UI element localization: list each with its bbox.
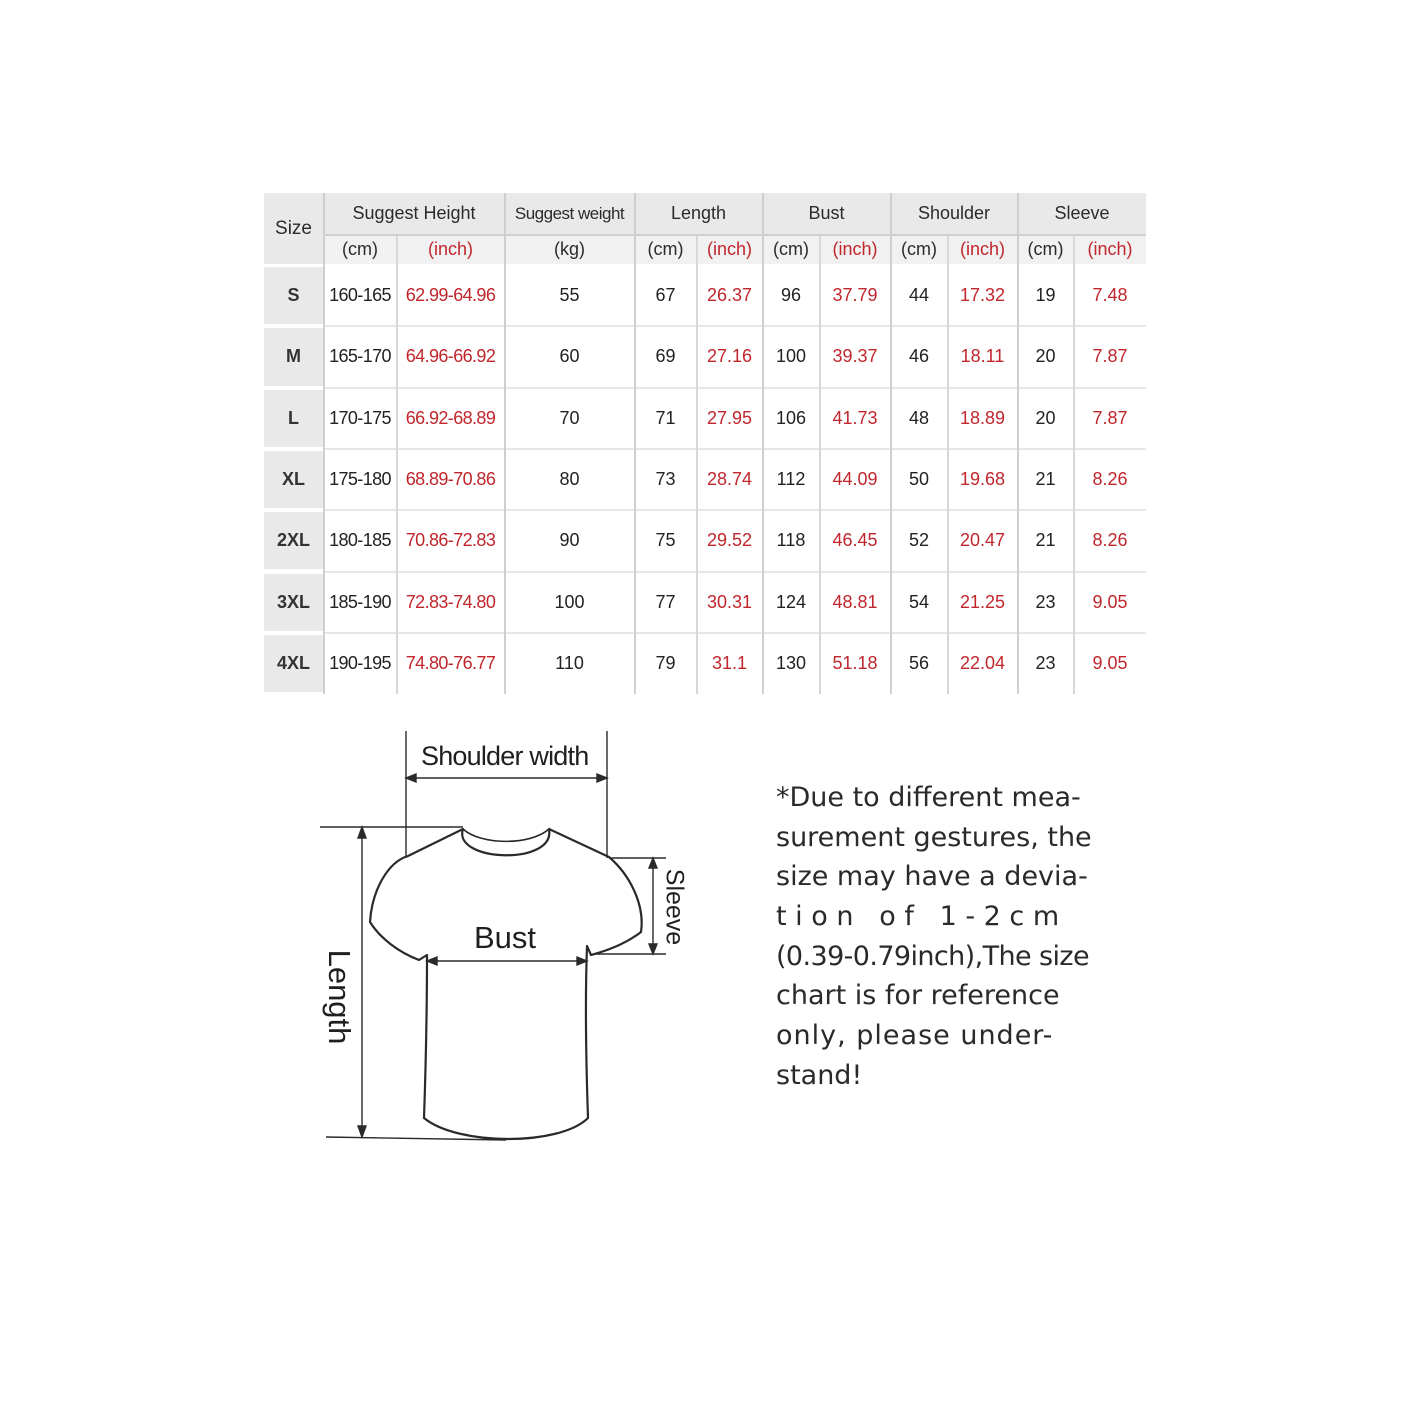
table-cell xyxy=(324,449,396,510)
table-cell-value: 21.25 xyxy=(959,591,1006,612)
table-cell xyxy=(948,265,1017,326)
header-group-shoulder xyxy=(891,193,1017,234)
table-cell-value: 7.87 xyxy=(1092,346,1128,367)
table-cell xyxy=(635,449,696,510)
table-cell xyxy=(820,449,890,510)
sleeve-label: Sleeve xyxy=(660,868,689,946)
table-cell xyxy=(763,265,819,326)
note-line: t i o n o f 1 - 2 c m xyxy=(776,901,1060,933)
table-cell-value: 20 xyxy=(1035,407,1056,428)
size-chart-table xyxy=(264,193,1146,694)
table-cell xyxy=(505,633,634,694)
table-cell xyxy=(1074,510,1146,571)
table-cell xyxy=(1074,633,1146,694)
header-group-label: Bust xyxy=(808,203,845,223)
unit-label: (inch) xyxy=(706,239,752,259)
table-cell-value: 44 xyxy=(908,285,930,306)
table-cell-value: 64.96-66.92 xyxy=(405,346,496,367)
table-cell xyxy=(891,510,947,571)
table-cell-value: 30.31 xyxy=(706,591,753,612)
table-cell xyxy=(324,388,396,449)
table-cell xyxy=(948,633,1017,694)
size-label-cell xyxy=(264,451,323,508)
table-cell xyxy=(397,572,504,633)
unit-label: (cm) xyxy=(901,239,937,259)
table-cell xyxy=(891,633,947,694)
table-cell-value: 8.26 xyxy=(1092,469,1128,490)
table-cell xyxy=(763,633,819,694)
table-cell-value: 74.80-76.77 xyxy=(405,652,496,673)
unit-label: (kg) xyxy=(554,239,585,259)
table-cell xyxy=(948,388,1017,449)
table-cell xyxy=(1018,388,1073,449)
size-label-cell xyxy=(264,328,323,385)
column-divider xyxy=(947,235,949,694)
unit-cell xyxy=(891,235,947,264)
table-cell-value: 66.92-68.89 xyxy=(405,407,496,428)
table-cell-value: 75 xyxy=(655,530,676,551)
note-line: stand! xyxy=(776,1059,863,1091)
table-cell-value: 37.79 xyxy=(832,285,878,306)
table-cell-value: 44.09 xyxy=(832,469,878,490)
length-label: Length xyxy=(322,949,357,1045)
table-cell-value: 28.74 xyxy=(706,469,753,490)
unit-label: (inch) xyxy=(832,239,878,259)
size-label-cell xyxy=(264,574,323,631)
unit-cell xyxy=(948,235,1017,264)
table-cell xyxy=(891,326,947,387)
table-cell xyxy=(505,572,634,633)
table-cell xyxy=(1074,388,1146,449)
table-cell xyxy=(697,449,762,510)
unit-label: (cm) xyxy=(647,239,684,259)
header-group-label: Shoulder xyxy=(917,203,991,223)
table-cell xyxy=(820,510,890,571)
unit-cell xyxy=(505,235,634,264)
table-cell xyxy=(948,510,1017,571)
header-divider xyxy=(324,234,1146,236)
table-cell xyxy=(1074,449,1146,510)
note-line: only, please under- xyxy=(776,1020,1054,1052)
header-group-sleeve xyxy=(1018,193,1146,234)
table-cell xyxy=(697,572,762,633)
table-cell-value: 118 xyxy=(776,530,806,551)
tshirt-outline xyxy=(370,829,642,1139)
size-label-cell xyxy=(264,267,323,324)
table-cell-value: 67 xyxy=(655,285,676,306)
table-cell-value: 90 xyxy=(559,530,580,551)
unit-label: (inch) xyxy=(427,239,473,259)
column-divider xyxy=(396,235,398,694)
unit-cell xyxy=(635,235,696,264)
column-divider xyxy=(1017,193,1019,694)
table-cell xyxy=(324,510,396,571)
unit-label: (cm) xyxy=(1027,239,1064,259)
table-cell xyxy=(635,572,696,633)
table-cell-value: 22.04 xyxy=(959,652,1006,673)
table-cell-value: 41.73 xyxy=(832,407,878,428)
table-cell-value: 29.52 xyxy=(706,530,753,551)
table-cell-value: 62.99-64.96 xyxy=(405,285,496,306)
unit-cell xyxy=(1018,235,1073,264)
table-cell-value: 51.18 xyxy=(832,652,878,673)
length-guide-bottom xyxy=(326,1137,506,1140)
table-cell xyxy=(397,449,504,510)
table-cell-value: 27.16 xyxy=(706,346,753,367)
table-cell xyxy=(1018,449,1073,510)
unit-cell xyxy=(697,235,762,264)
size-label: 3XL xyxy=(276,591,310,612)
table-cell-value: 7.87 xyxy=(1092,407,1128,428)
unit-cell xyxy=(324,235,396,264)
table-cell xyxy=(1074,326,1146,387)
table-cell-value: 110 xyxy=(555,652,584,673)
table-cell xyxy=(1018,326,1073,387)
arrow-head xyxy=(406,774,416,782)
table-cell-value: 8.26 xyxy=(1092,530,1128,551)
table-cell-value: 96 xyxy=(780,285,802,306)
table-cell xyxy=(324,572,396,633)
table-cell xyxy=(697,388,762,449)
header-group-label: Suggest Height xyxy=(352,203,476,223)
size-label-cell xyxy=(264,635,323,692)
note-line: surement gestures, the xyxy=(776,821,1092,853)
table-cell-value: 72.83-74.80 xyxy=(405,591,496,612)
table-cell xyxy=(397,388,504,449)
unit-label: (cm) xyxy=(773,239,809,259)
table-cell xyxy=(763,572,819,633)
table-cell xyxy=(397,510,504,571)
table-cell xyxy=(763,326,819,387)
arrow-head xyxy=(649,858,657,868)
column-divider xyxy=(504,193,506,694)
unit-cell xyxy=(1074,235,1146,264)
note-line: *Due to different mea- xyxy=(776,782,1081,813)
table-cell xyxy=(635,326,696,387)
table-cell-value: 130 xyxy=(775,652,807,673)
table-cell-value: 46 xyxy=(908,346,930,367)
size-label: 4XL xyxy=(276,652,310,673)
arrow-head xyxy=(577,957,587,965)
table-cell-value: 17.32 xyxy=(959,285,1006,306)
table-cell xyxy=(635,388,696,449)
table-cell-value: 69 xyxy=(655,346,676,367)
table-cell xyxy=(635,633,696,694)
table-cell xyxy=(1074,572,1146,633)
arrow-head xyxy=(649,944,657,954)
table-cell xyxy=(324,633,396,694)
header-size-cell xyxy=(264,193,323,264)
table-cell xyxy=(1018,572,1073,633)
table-cell xyxy=(397,326,504,387)
table-cell-value: 20 xyxy=(1035,346,1056,367)
table-cell-value: 21 xyxy=(1035,530,1056,551)
table-cell xyxy=(820,388,890,449)
unit-cell xyxy=(820,235,890,264)
table-cell xyxy=(397,633,504,694)
table-cell xyxy=(1018,633,1073,694)
table-cell-value: 77 xyxy=(655,591,676,612)
table-cell-value: 9.05 xyxy=(1092,591,1128,612)
size-label-cell xyxy=(264,390,323,447)
header-group-weight xyxy=(505,193,634,234)
arrow-head xyxy=(597,774,607,782)
header-group-length xyxy=(635,193,762,234)
unit-label: (inch) xyxy=(959,239,1005,259)
table-cell-value: 21 xyxy=(1035,469,1056,490)
table-cell-value: 124 xyxy=(775,591,807,612)
size-label: L xyxy=(288,407,299,428)
table-cell-value: 55 xyxy=(559,285,580,306)
table-cell-value: 70.86-72.83 xyxy=(405,530,496,551)
table-cell xyxy=(763,449,819,510)
table-cell-value: 112 xyxy=(776,469,806,490)
size-label: 2XL xyxy=(276,530,310,551)
header-size: Size xyxy=(275,217,312,239)
table-cell-value: 26.37 xyxy=(706,285,753,306)
table-cell xyxy=(505,326,634,387)
table-cell-value: 100 xyxy=(554,591,585,612)
table-cell-value: 46.45 xyxy=(832,530,878,551)
table-cell xyxy=(891,449,947,510)
table-cell-value: 19.68 xyxy=(959,469,1006,490)
table-cell xyxy=(505,510,634,571)
table-cell xyxy=(505,265,634,326)
header-group-height xyxy=(324,193,504,234)
table-cell xyxy=(1018,265,1073,326)
table-cell-value: 180-185 xyxy=(329,530,391,551)
arrow-head xyxy=(358,827,366,838)
table-cell-value: 23 xyxy=(1035,652,1056,673)
bust-label: Bust xyxy=(474,920,537,955)
table-cell xyxy=(948,449,1017,510)
table-cell-value: 31.1 xyxy=(711,652,748,673)
table-cell-value: 27.95 xyxy=(706,407,753,428)
table-cell-value: 100 xyxy=(775,346,807,367)
table-cell-value: 18.89 xyxy=(959,407,1006,428)
table-cell-value: 18.11 xyxy=(960,346,1005,367)
table-cell xyxy=(820,572,890,633)
column-divider xyxy=(696,235,698,694)
table-cell xyxy=(635,510,696,571)
table-cell-value: 54 xyxy=(908,591,930,612)
table-cell-value: 9.05 xyxy=(1092,652,1128,673)
table-cell-value: 60 xyxy=(559,346,580,367)
header-group-bust xyxy=(763,193,890,234)
table-cell-value: 48 xyxy=(908,407,930,428)
table-cell-value: 80 xyxy=(559,469,580,490)
table-cell-value: 68.89-70.86 xyxy=(405,469,496,490)
table-cell xyxy=(820,633,890,694)
table-cell-value: 165-170 xyxy=(329,346,391,367)
column-divider xyxy=(819,235,821,694)
table-cell-value: 19 xyxy=(1035,285,1056,306)
table-cell xyxy=(891,388,947,449)
table-cell xyxy=(697,265,762,326)
table-cell xyxy=(635,265,696,326)
table-cell-value: 20.47 xyxy=(959,530,1006,551)
table-cell-value: 70 xyxy=(559,407,580,428)
table-cell xyxy=(820,326,890,387)
unit-label: (cm) xyxy=(342,239,378,259)
table-cell-value: 56 xyxy=(908,652,930,673)
table-cell-value: 106 xyxy=(775,407,807,428)
table-cell-value: 50 xyxy=(908,469,930,490)
table-cell xyxy=(763,388,819,449)
table-cell xyxy=(1018,510,1073,571)
note-line: (0.39-0.79inch),The size xyxy=(776,940,1089,972)
table-cell-value: 160-165 xyxy=(329,285,391,306)
header-group-label: Sleeve xyxy=(1054,203,1110,223)
arrow-head xyxy=(427,957,437,965)
table-cell-value: 48.81 xyxy=(832,591,878,612)
table-cell xyxy=(697,510,762,571)
table-cell-value: 73 xyxy=(655,469,676,490)
header-group-label: Suggest weight xyxy=(514,203,625,223)
table-cell-value: 52 xyxy=(908,530,930,551)
table-cell xyxy=(948,326,1017,387)
table-cell xyxy=(505,449,634,510)
note-line: chart is for reference xyxy=(776,980,1060,1012)
table-cell-value: 190-195 xyxy=(329,652,391,673)
size-label-cell xyxy=(264,512,323,569)
header-group-label: Length xyxy=(670,203,727,223)
unit-cell xyxy=(763,235,819,264)
table-cell xyxy=(948,572,1017,633)
table-cell xyxy=(763,510,819,571)
unit-label: (inch) xyxy=(1087,239,1133,259)
column-divider xyxy=(762,193,764,694)
tshirt-collar xyxy=(463,829,549,841)
size-disclaimer-note xyxy=(776,778,1096,1096)
table-cell-value: 185-190 xyxy=(329,591,391,612)
size-label: S xyxy=(287,285,300,306)
table-cell-value: 175-180 xyxy=(329,469,391,490)
table-cell xyxy=(891,572,947,633)
size-label: XL xyxy=(281,469,305,490)
table-cell-value: 170-175 xyxy=(329,407,391,428)
arrow-head xyxy=(358,1126,366,1137)
table-cell-value: 39.37 xyxy=(832,346,878,367)
note-line: size may have a devia- xyxy=(776,861,1088,893)
table-cell xyxy=(820,265,890,326)
table-cell xyxy=(505,388,634,449)
table-cell xyxy=(891,265,947,326)
shoulder-width-label: Shoulder width xyxy=(421,741,589,771)
unit-cell xyxy=(397,235,504,264)
table-cell xyxy=(324,326,396,387)
table-cell-value: 7.48 xyxy=(1092,285,1128,306)
column-divider xyxy=(1073,235,1075,694)
table-cell-value: 23 xyxy=(1035,591,1056,612)
table-cell xyxy=(697,326,762,387)
table-cell xyxy=(697,633,762,694)
column-divider xyxy=(890,193,892,694)
table-cell xyxy=(324,265,396,326)
table-cell-value: 79 xyxy=(655,652,676,673)
column-divider xyxy=(323,193,325,694)
table-cell-value: 71 xyxy=(655,407,676,428)
size-label: M xyxy=(286,346,301,367)
table-cell xyxy=(397,265,504,326)
column-divider xyxy=(634,193,636,694)
table-cell xyxy=(1074,265,1146,326)
